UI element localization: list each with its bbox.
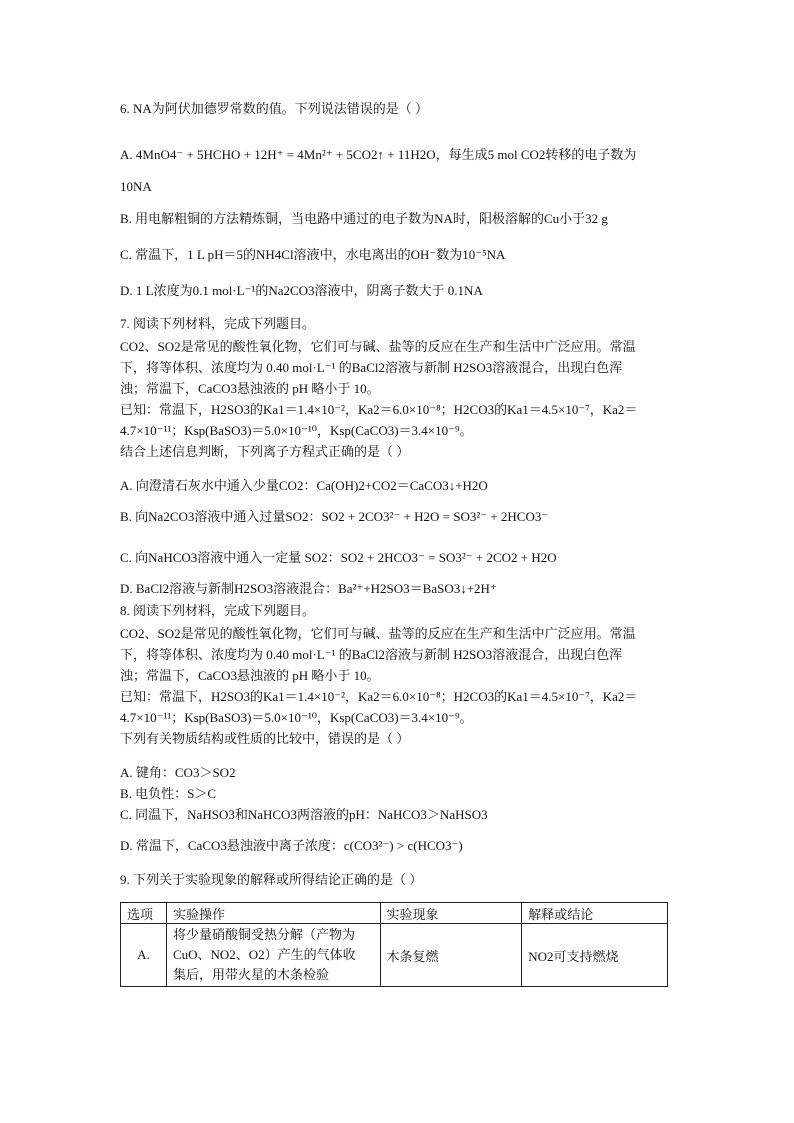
row-operation-line-1: 将少量硝酸铜受热分解（产物为 [172, 927, 355, 942]
header-phenomenon: 实验现象 [380, 903, 522, 924]
q7-option-b: B. 向Na2CO3溶液中通入过量SO2：SO2 + 2CO3²⁻ + H2O = SO3²⁻ + 2HCO3⁻ [120, 509, 549, 524]
q7-option-a: A. 向澄清石灰水中通入少量CO2：Ca(OH)2+CO2＝CaCO3↓+H2O [120, 478, 488, 493]
q8-option-a: A. 键角：CO3＞SO2 [120, 765, 236, 780]
q8-material-1: CO2、SO2是常见的酸性氧化物，它们可与碱、盐等的反应在生产和生活中广泛应用。常温 [120, 626, 636, 641]
q6-option-d: D. 1 L浓度为0.1 mol·L⁻¹的Na2CO3溶液中，阴离子数大于 0.1NA [120, 283, 483, 298]
q6-stem: 6. NA为阿伏加德罗常数的值。下列说法错误的是（ ） [120, 101, 429, 116]
q8-material-3: 浊；常温下，CaCO3悬浊液的 pH 略小于 10。 [120, 668, 380, 683]
q8-ask: 下列有关物质结构或性质的比较中，错误的是（ ） [120, 731, 410, 746]
q7-material-3: 浊；常温下，CaCO3悬浊液的 pH 略小于 10。 [120, 381, 380, 396]
table-row [121, 924, 668, 987]
q8-material-4: 已知：常温下，H2SO3的Ka1＝1.4×10⁻²，Ka2＝6.0×10⁻⁸；H2CO3的Ka1＝4.5×10⁻⁷，Ka2＝ [120, 689, 638, 704]
q8-option-d: D. 常温下，CaCO3悬浊液中离子浓度：c(CO3²⁻) > c(HCO3⁻) [120, 838, 463, 853]
row-operation-line-2: CuO、NO2、O2）产生的气体收 [172, 947, 356, 962]
row-option: A. [121, 924, 167, 987]
q8-option-c: C. 同温下，NaHSO3和NaHCO3两溶液的pH：NaHCO3＞NaHSO3 [120, 807, 488, 822]
q7-stem: 7. 阅读下列材料，完成下列题目。 [120, 316, 316, 331]
q7-material-2: 下，将等体积、浓度均为 0.40 mol·L⁻¹ 的BaCl2溶液与新制 H2SO3溶液混合，出现白色浑 [120, 360, 623, 375]
header-option: 选项 [121, 903, 167, 924]
q6-option-c: C. 常温下，1 L pH＝5的NH4Cl溶液中，水电离出的OH⁻数为10⁻⁵NA [120, 247, 506, 262]
q8-material-2: 下，将等体积、浓度均为 0.40 mol·L⁻¹ 的BaCl2溶液与新制 H2SO3溶液混合，出现白色浑 [120, 647, 623, 662]
q6-option-a-cont: 10NA [120, 179, 152, 194]
q7-option-c: C. 向NaHCO3溶液中通入一定量 SO2：SO2 + 2HCO3⁻ = SO3²⁻ + 2CO2 + H2O [120, 550, 557, 565]
q7-option-d: D. BaCl2溶液与新制H2SO3溶液混合：Ba²⁺+H2SO3＝BaSO3↓+2H⁺ [120, 581, 497, 596]
row-phenomenon: 木条复燃 [380, 924, 522, 987]
row-operation [166, 924, 380, 987]
q9-table [120, 902, 668, 987]
row-conclusion: NO2可支持燃烧 [522, 924, 668, 987]
header-conclusion: 解释或结论 [522, 903, 668, 924]
q6-option-a: A. 4MnO4⁻ + 5HCHO + 12H⁺ = 4Mn²⁺ + 5CO2↑ + 11H2O，每生成5 mol CO2转移的电子数为 [120, 147, 637, 162]
q8-material-5: 4.7×10⁻¹¹；Ksp(BaSO3)＝5.0×10⁻¹⁰，Ksp(CaCO3)＝3.4×10⁻⁹。 [120, 710, 473, 725]
q9-stem: 9. 下列关于实验现象的解释或所得结论正确的是（ ） [120, 872, 423, 887]
table-header-row [121, 903, 668, 924]
q7-material-4: 已知：常温下，H2SO3的Ka1＝1.4×10⁻²，Ka2＝6.0×10⁻⁸；H2CO3的Ka1＝4.5×10⁻⁷，Ka2＝ [120, 402, 638, 417]
q7-material-5: 4.7×10⁻¹¹；Ksp(BaSO3)＝5.0×10⁻¹⁰，Ksp(CaCO3)＝3.4×10⁻⁹。 [120, 423, 473, 438]
q8-stem: 8. 阅读下列材料，完成下列题目。 [120, 603, 316, 618]
q8-option-b: B. 电负性：S＞C [120, 786, 217, 801]
q6-option-b: B. 用电解粗铜的方法精炼铜，当电路中通过的电子数为NA时，阳极溶解的Cu小于32 g [120, 211, 608, 226]
header-operation: 实验操作 [166, 903, 380, 924]
q7-ask: 结合上述信息判断，下列离子方程式正确的是（ ） [120, 444, 410, 459]
row-operation-line-3: 集后，用带火星的木条检验 [172, 967, 329, 982]
q7-material-1: CO2、SO2是常见的酸性氧化物，它们可与碱、盐等的反应在生产和生活中广泛应用。常温 [120, 339, 636, 354]
